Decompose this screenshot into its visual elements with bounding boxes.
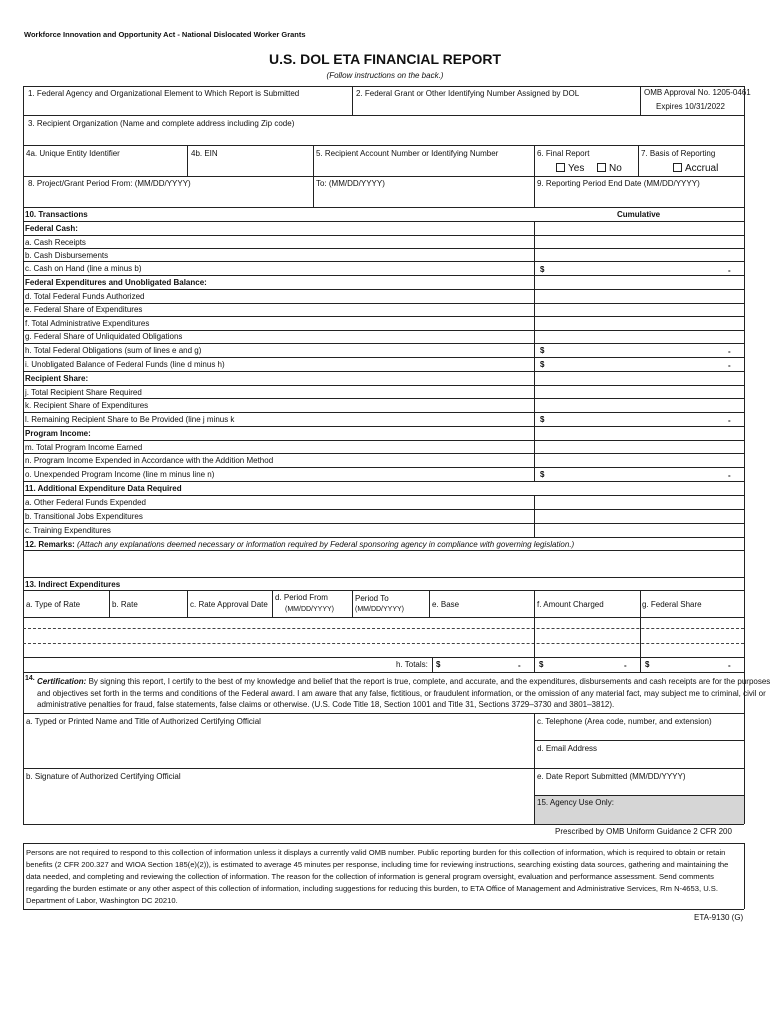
field-8-from-label: 8. Project/Grant Period From: (MM/DD/YYYY) (28, 179, 191, 188)
row-o-value: - (728, 471, 731, 480)
field-1-label: 1. Federal Agency and Organizational Element to Which Report is Submitted (28, 89, 300, 98)
row-e-label: e. Federal Share of Expenditures (25, 305, 143, 314)
row-f-label: f. Total Administrative Expenditures (25, 319, 150, 328)
totals-base-value: - (518, 661, 521, 670)
cert-text-1: By signing this report, I certify to the best of my knowledge and belief that the report is true, complete, and accurate, and the expenditures, disbursements and cash receipts are for the purposes (88, 677, 770, 686)
indirect-row-1[interactable] (24, 618, 743, 628)
col-period-from: d. Period From (275, 593, 328, 602)
field-3-input[interactable] (24, 130, 743, 144)
cert-name-input[interactable] (24, 728, 533, 767)
field-7-label: 7. Basis of Reporting (641, 149, 716, 158)
col-period-from-format: (MM/DD/YYYY) (285, 606, 334, 613)
add-row-a-input[interactable] (536, 496, 743, 508)
cert-e-label: e. Date Report Submitted (MM/DD/YYYY) (537, 772, 686, 781)
col-amount-charged: f. Amount Charged (537, 600, 604, 609)
prescribed-text: Prescribed by OMB Uniform Guidance 2 CFR 200 (555, 827, 732, 836)
row-g-label: g. Federal Share of Unliquidated Obligations (25, 332, 183, 341)
row-c-currency: $ (540, 265, 545, 274)
totals-label: h. Totals: (396, 660, 428, 669)
add-row-c-label: c. Training Expenditures (25, 526, 111, 535)
row-k-label: k. Recipient Share of Expenditures (25, 401, 149, 410)
field-6-label: 6. Final Report (537, 149, 590, 158)
field-5-label: 5. Recipient Account Number or Identifying Number (316, 149, 499, 158)
final-report-yes[interactable] (556, 163, 584, 175)
row-d-label: d. Total Federal Funds Authorized (25, 292, 145, 301)
cert-line-3: administrative penalties for fraud, false statements, false claims or otherwise. (U.S. Code Title 18, Section 1001 and Title 31, Sections 3729–3730 and 3801–3812). (37, 700, 615, 709)
cert-d-label: d. Email Address (537, 744, 598, 753)
burden-line-1: Persons are not required to respond to this collection of information unless it displays a currently valid OMB number. Public reporting burden for this collection of information, which is required to obtain or retain (26, 848, 726, 857)
col-period-to: Period To (355, 594, 389, 603)
remarks-input[interactable] (24, 551, 743, 576)
basis-accrual[interactable] (673, 163, 718, 175)
field-2-label: 2. Federal Grant or Other Identifying Number Assigned by DOL (356, 89, 580, 98)
add-row-c-input[interactable] (536, 524, 743, 536)
add-row-b-label: b. Transitional Jobs Expenditures (25, 512, 143, 521)
additional-heading: 11. Additional Expenditure Data Required (25, 484, 182, 493)
form-id: ETA-9130 (G) (694, 913, 744, 922)
row-h-value: - (728, 347, 731, 356)
col-period-to-format: (MM/DD/YYYY) (355, 606, 404, 613)
row-i-currency: $ (540, 360, 545, 369)
checkbox-icon (597, 163, 606, 172)
row-m-input[interactable] (536, 441, 743, 452)
row-c-value: - (728, 266, 731, 275)
row-f-input[interactable] (536, 317, 743, 329)
checkbox-icon (673, 163, 682, 172)
checkbox-icon (556, 163, 565, 172)
field-4b-label: 4b. EIN (191, 149, 218, 158)
row-n-input[interactable] (536, 454, 743, 466)
omb-approval: OMB Approval No. 1205-0461 (644, 88, 751, 97)
row-b-input[interactable] (536, 249, 743, 260)
row-l-currency: $ (540, 415, 545, 424)
cert-label: Certification: (37, 677, 87, 686)
remarks-label: 12. Remarks: (25, 540, 75, 549)
totals-base-currency: $ (436, 660, 441, 669)
totals-amount-value: - (624, 661, 627, 670)
row-a-input[interactable] (536, 236, 743, 247)
transactions-heading: 10. Transactions (25, 210, 88, 219)
field-9-label: 9. Reporting Period End Date (MM/DD/YYYY) (537, 179, 700, 188)
fed-exp-heading: Federal Expenditures and Unobligated Balance: (25, 278, 207, 287)
burden-line-2: benefits (2 CFR 200.327 and WIOA Section 185(e)(2)), is estimated to average 45 minutes per response, including time for reviewing instructions, searching existing data sources, gathering and maintaining the (26, 860, 729, 869)
field-2-input[interactable] (353, 100, 639, 114)
signature-input[interactable] (24, 783, 533, 823)
row-o-label: o. Unexpended Program Income (line m minus line n) (25, 470, 215, 479)
field-4a-label: 4a. Unique Entity Identifier (26, 149, 120, 158)
row-c-label: c. Cash on Hand (line a minus b) (25, 264, 142, 273)
totals-amount-currency: $ (539, 660, 544, 669)
field-1-input[interactable] (24, 100, 351, 114)
program-income-heading: Program Income: (25, 429, 91, 438)
col-federal-share: g. Federal Share (642, 600, 702, 609)
add-row-a-label: a. Other Federal Funds Expended (25, 498, 146, 507)
col-base: e. Base (432, 600, 460, 609)
telephone-input[interactable] (535, 728, 743, 739)
col-type-of-rate: a. Type of Rate (26, 600, 81, 609)
burden-line-3: data needed, and completing and reviewing the collection of information. The reason for the collection of information is general program oversight, evaluation and performance assessment. Send comments (26, 872, 714, 881)
email-input[interactable] (535, 755, 743, 767)
row-i-value: - (728, 361, 731, 370)
field-8-to-label: To: (MM/DD/YYYY) (316, 179, 385, 188)
row-e-input[interactable] (536, 304, 743, 315)
row-i-label: i. Unobligated Balance of Federal Funds (line d minus h) (25, 360, 225, 369)
totals-share-value: - (728, 661, 731, 670)
cert-number: 14. (25, 675, 35, 682)
program-line: Workforce Innovation and Opportunity Act - National Dislocated Worker Grants (24, 30, 306, 39)
omb-expires: Expires 10/31/2022 (656, 102, 725, 111)
row-m-label: m. Total Program Income Earned (25, 443, 143, 452)
totals-share-currency: $ (645, 660, 650, 669)
row-d-input[interactable] (536, 290, 743, 302)
row-h-label: h. Total Federal Obligations (sum of lines e and g) (25, 346, 202, 355)
row-l-value: - (728, 416, 731, 425)
remarks-instructions: (Attach any explanations deemed necessary or information required by Federal sponsoring agency in compliance with governing legislation.) (77, 540, 575, 549)
burden-line-5: Department of Labor, Washington DC 20210. (26, 896, 178, 905)
agency-use-label: 15. Agency Use Only: (537, 798, 614, 807)
cert-line-2: and objectives set forth in the terms and conditions of the Federal award. I am aware that any false, fictitious, or fraudulent information, or the omission of any material fact, may subject me to criminal, civil or (37, 689, 766, 698)
row-o-currency: $ (540, 470, 545, 479)
indirect-row-3[interactable] (24, 644, 743, 656)
recipient-share-heading: Recipient Share: (25, 374, 89, 383)
col-rate-approval-date: c. Rate Approval Date (190, 600, 268, 609)
indirect-row-2[interactable] (24, 630, 743, 642)
cumulative-heading: Cumulative (617, 210, 661, 219)
row-l-label: l. Remaining Recipient Share to Be Provided (line j minus k (25, 415, 235, 424)
cert-line-1 (37, 677, 770, 687)
add-row-b-input[interactable] (536, 510, 743, 522)
no-label: No (609, 163, 622, 174)
page-title: U.S. DOL ETA FINANCIAL REPORT (268, 51, 502, 67)
final-report-no[interactable] (597, 163, 622, 175)
date-submitted-input[interactable] (535, 783, 743, 794)
row-k-input[interactable] (536, 399, 743, 411)
accrual-label: Accrual (685, 163, 719, 174)
row-n-label: n. Program Income Expended in Accordance with the Addition Method (25, 456, 274, 465)
cert-c-label: c. Telephone (Area code, number, and extension) (537, 717, 712, 726)
row-b-label: b. Cash Disbursements (25, 251, 109, 260)
cert-b-label: b. Signature of Authorized Certifying Official (26, 772, 181, 781)
subtitle: (Follow instructions on the back.) (326, 71, 444, 80)
cert-a-label: a. Typed or Printed Name and Title of Authorized Certifying Official (26, 717, 261, 726)
burden-line-4: regarding the burden estimate or any other aspect of this collection of information, including suggestions for reducing this burden, to ETA Office of Management and Administrative Services, Rm N-4653, U.S. (26, 884, 718, 893)
remarks-label-row (25, 540, 574, 550)
field-3-label: 3. Recipient Organization (Name and complete address including Zip code) (28, 119, 295, 128)
yes-label: Yes (568, 163, 585, 174)
indirect-heading: 13. Indirect Expenditures (25, 580, 121, 589)
row-j-input[interactable] (536, 386, 743, 397)
row-j-label: j. Total Recipient Share Required (25, 388, 142, 397)
federal-cash-heading: Federal Cash: (25, 224, 78, 233)
row-a-label: a. Cash Receipts (25, 238, 86, 247)
row-h-currency: $ (540, 346, 545, 355)
col-rate: b. Rate (112, 600, 138, 609)
row-g-input[interactable] (536, 331, 743, 342)
